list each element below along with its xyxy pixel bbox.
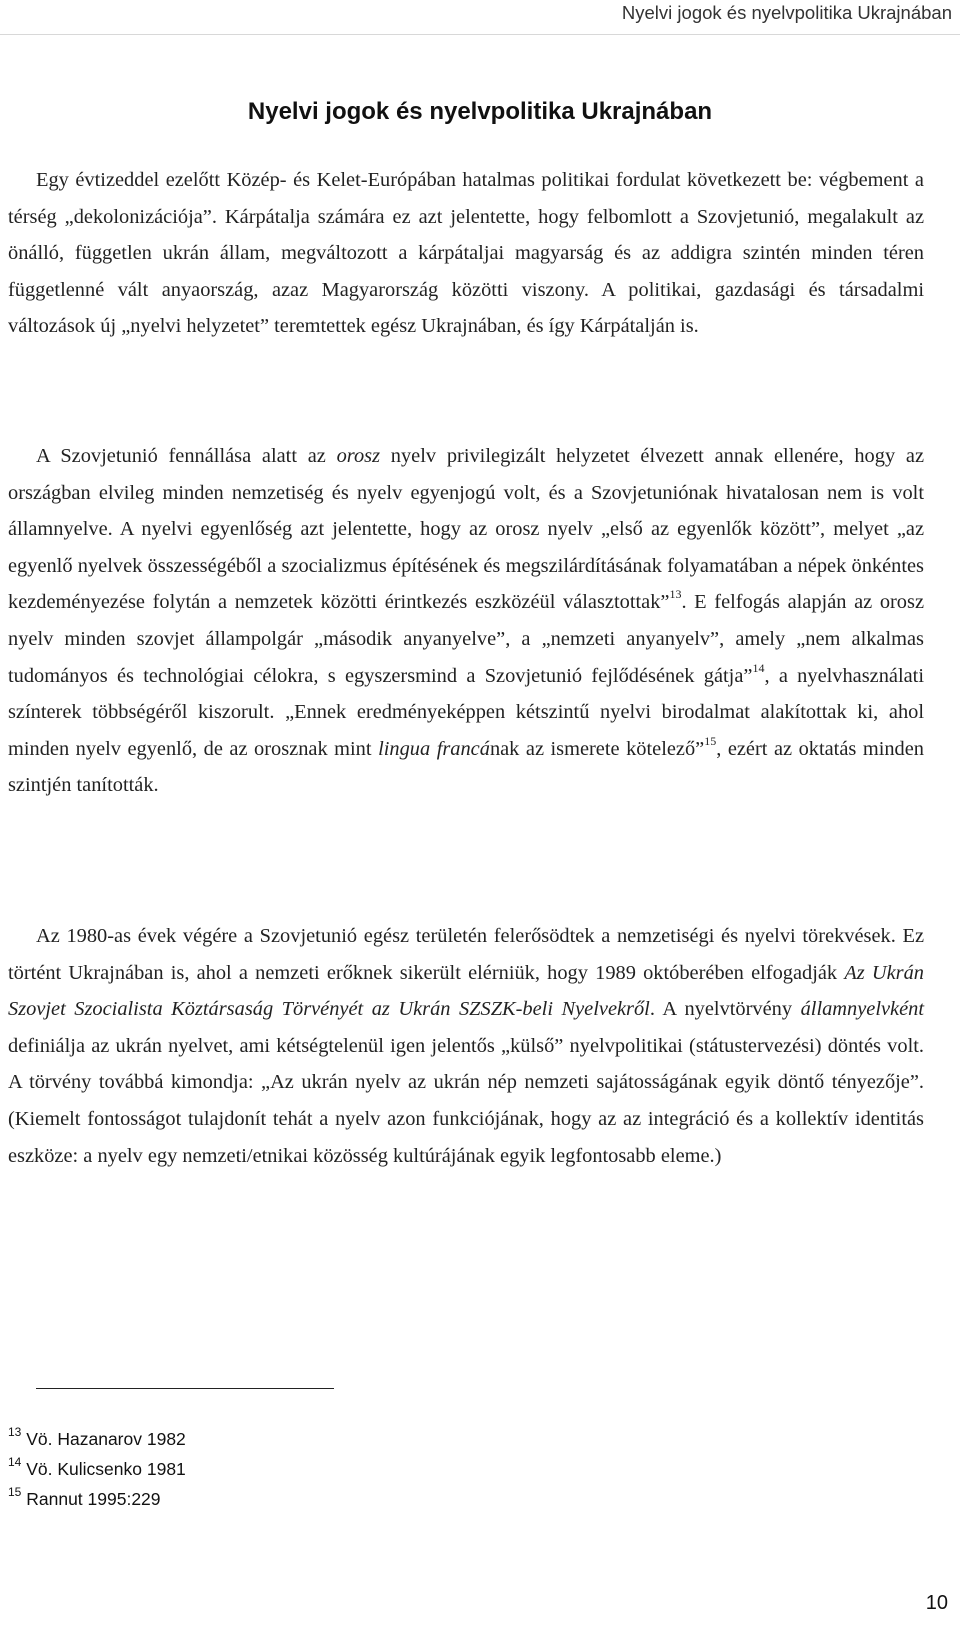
emphasis-law-title: Az Ukrán Szovjet Szocialista Köztársaság Törvényét az Ukrán SZSZK-beli Nyelvekről (8, 961, 924, 1021)
paragraph-2-text: nyelv privilegizált helyzetet élvezett annak ellenére, hogy az országban elvileg minden nemzetiség és nyelv egyenjogú volt, és a Szovjetuniónak hivatalosan nem is volt államnyelve. A nyelvi egyenlőség azt jelentette, hogy az orosz nyelv „első az egyenlők között”, melyet „az egyenlő nyelvek összességéből a szocializmus építésének és megszilárdításának folyamatában a népek önkéntes kezdeményezése folytán a nemzetek közötti érintkezés eszközéül választottak” (8, 445, 924, 614)
paragraph-2 (8, 438, 924, 804)
paragraph-2-text: A Szovjetunió fennállása alatt az (36, 445, 337, 467)
header-divider (0, 34, 960, 35)
paragraph-1 (8, 162, 924, 345)
footnote-ref-14: 14 (752, 660, 765, 675)
footnote-13 (8, 1424, 186, 1454)
paragraph-2-text: . E felfogás alapján az orosz nyelv minden szovjet állampolgár „második anyanyelve”, a „nemzeti anyanyelv”, amely „nem alkalmas tudományos és technológiai célokra, s egyszersmind a Szovjetunió fejlődésének gátja” (8, 591, 924, 687)
footnote-14 (8, 1454, 186, 1484)
footnote-text: Vö. Kulicsenko 1981 (26, 1459, 186, 1479)
paragraph-3-text: . A nyelvtörvény (649, 998, 801, 1021)
emphasis-lingua-franca: lingua francá (378, 737, 490, 760)
footnote-divider (36, 1388, 334, 1389)
paragraph-1-text: Egy évtizeddel ezelőtt Közép- és Kelet-Európában hatalmas politikai fordulat következett be: végbement a térség „dekolonizációja”. Kárpátalja számára ez azt jelentette, hogy felbomlott a Szovjetunió, megalakult az önálló, független ukrán állam, megváltozott a kárpátaljai magyarság és az addigra szintén minden téren függetlenné vált anyaország, azaz Magyarország közötti viszony. A politikai, gazdasági és társadalmi változások új „nyelvi helyzetet” teremtettek egész Ukrajnában, és így Kárpátalján is. (8, 169, 924, 338)
footnote-number: 15 (8, 1485, 22, 1499)
footnotes (8, 1424, 186, 1514)
footnote-text: Vö. Hazanarov 1982 (26, 1429, 186, 1449)
footnote-15 (8, 1484, 186, 1514)
page-title: Nyelvi jogok és nyelvpolitika Ukrajnában (247, 98, 713, 125)
paragraph-2-text: nak az ismerete kötelező” (489, 737, 705, 760)
emphasis-state-language: államnyelvként (800, 998, 924, 1021)
footnote-ref-15: 15 (704, 733, 717, 748)
footnote-number: 13 (8, 1425, 22, 1439)
paragraph-2-text: , ezért az oktatás minden szintjén tanították. (8, 737, 924, 797)
footnote-text: Rannut 1995:229 (26, 1489, 161, 1509)
running-header: Nyelvi jogok és nyelvpolitika Ukrajnában (621, 2, 952, 23)
paragraph-2-text: , a nyelvhasználati színterek többségéről kiszorult. „Ennek eredményeképpen kétszintű nyelvi birodalmat alakítottak ki, ahol minden nyelv egyenlő, de az orosznak mint (8, 664, 924, 760)
emphasis-orosz: orosz (336, 445, 381, 467)
footnote-number: 14 (8, 1455, 22, 1469)
footnote-ref-13: 13 (669, 587, 682, 602)
page-number: 10 (925, 1592, 948, 1614)
paragraph-3 (8, 918, 924, 1174)
paragraph-3-text: definiálja az ukrán nyelvet, ami kétségtelenül igen jelentős „külső” nyelvpolitikai (státustervezési) döntés volt. A törvény továbbá kimondja: „Az ukrán nyelv az ukrán nép nemzeti sajátosságának egyik döntő tényezője”. (Kiemelt fontosságot tulajdonít tehát a nyelv azon funkciójának, hogy az az integráció és a kollektív identitás eszköze: a nyelv egy nemzeti/etnikai közösség kultúrájának egyik legfontosabb eleme.) (8, 1034, 924, 1167)
paragraph-3-text: Az 1980-as évek végére a Szovjetunió egész területén felerősödtek a nemzetiségi és nyelvi törekvések. Ez történt Ukrajnában is, ahol a nemzeti erőknek sikerült elérniük, hogy 1989 októberében elfogadják (8, 925, 924, 984)
